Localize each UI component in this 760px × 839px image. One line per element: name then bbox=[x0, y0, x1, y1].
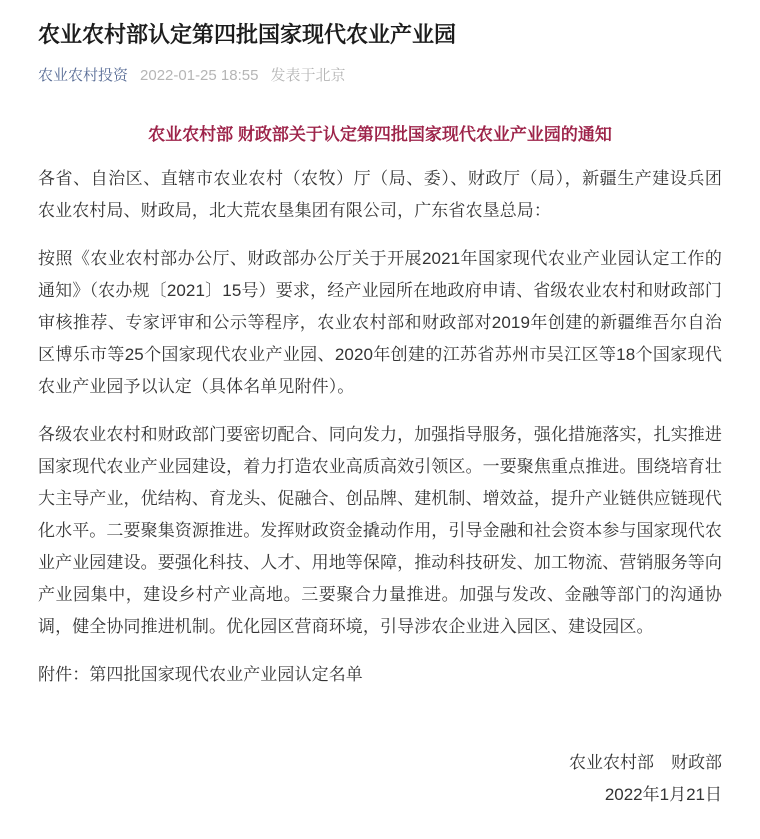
account-name-link[interactable]: 农业农村投资 bbox=[38, 67, 129, 84]
paragraph-work-requirements: 各级农业农村和财政部门要密切配合、同向发力，加强指导服务，强化措施落实，扎实推进国家现代农业产业园建设，着力打造农业高质高效引领区。一要聚焦重点推进。围绕培育壮大主导产业，优结构、育龙头、促融合、创品牌、建机制、增效益，提升产业链供应链现代化水平。二要聚集资源推进。发挥财政资金撬动作用，引导金融和社会资本参与国家现代农业产业园建设。要强化科技、人才、用地等保障，推动科技研发、加工物流、营销服务等向产业园集中，建设乡村产业高地。三要聚合力量推进。加强与发改、金融等部门的沟通协调，健全协同推进机制。优化园区营商环境，引导涉农企业进入园区、建设园区。 bbox=[38, 425, 722, 636]
signature-block bbox=[38, 747, 722, 811]
publish-timestamp: 2022-01-25 18:55 bbox=[140, 67, 259, 84]
notice-title: 农业农村部 财政部关于认定第四批国家现代农业产业园的通知 bbox=[148, 125, 612, 144]
paragraph-recognition-decision: 按照《农业农村部办公厅、财政部办公厅关于开展2021年国家现代农业产业园认定工作的通知》（农办规〔2021〕15号）要求，经产业园所在地政府申请、省级农业农村和财政部门审核推荐、专家评审和公示等程序，农业农村部和财政部对2019年创建的新疆维吾尔自治区博乐市等25个国家现代农业产业园、2020年创建的江苏省苏州市吴江区等18个国家现代农业产业园予以认定（具体名单见附件）。 bbox=[38, 249, 722, 396]
signature-issuers: 农业农村部 财政部 bbox=[569, 753, 722, 772]
article-content bbox=[38, 123, 722, 811]
paragraph-recipients: 各省、自治区、直辖市农业农村（农牧）厅（局、委）、财政厅（局），新疆生产建设兵团农业农村局、财政局，北大荒农垦集团有限公司，广东省农垦总局： bbox=[38, 169, 722, 220]
article-meta bbox=[38, 65, 722, 86]
signature-date: 2022年1月21日 bbox=[604, 785, 722, 804]
publish-location: 发表于北京 bbox=[270, 67, 346, 84]
article-title: 农业农村部认定第四批国家现代农业产业园 bbox=[38, 22, 457, 47]
paragraph-attachment: 附件：第四批国家现代农业产业园认定名单 bbox=[38, 665, 363, 684]
